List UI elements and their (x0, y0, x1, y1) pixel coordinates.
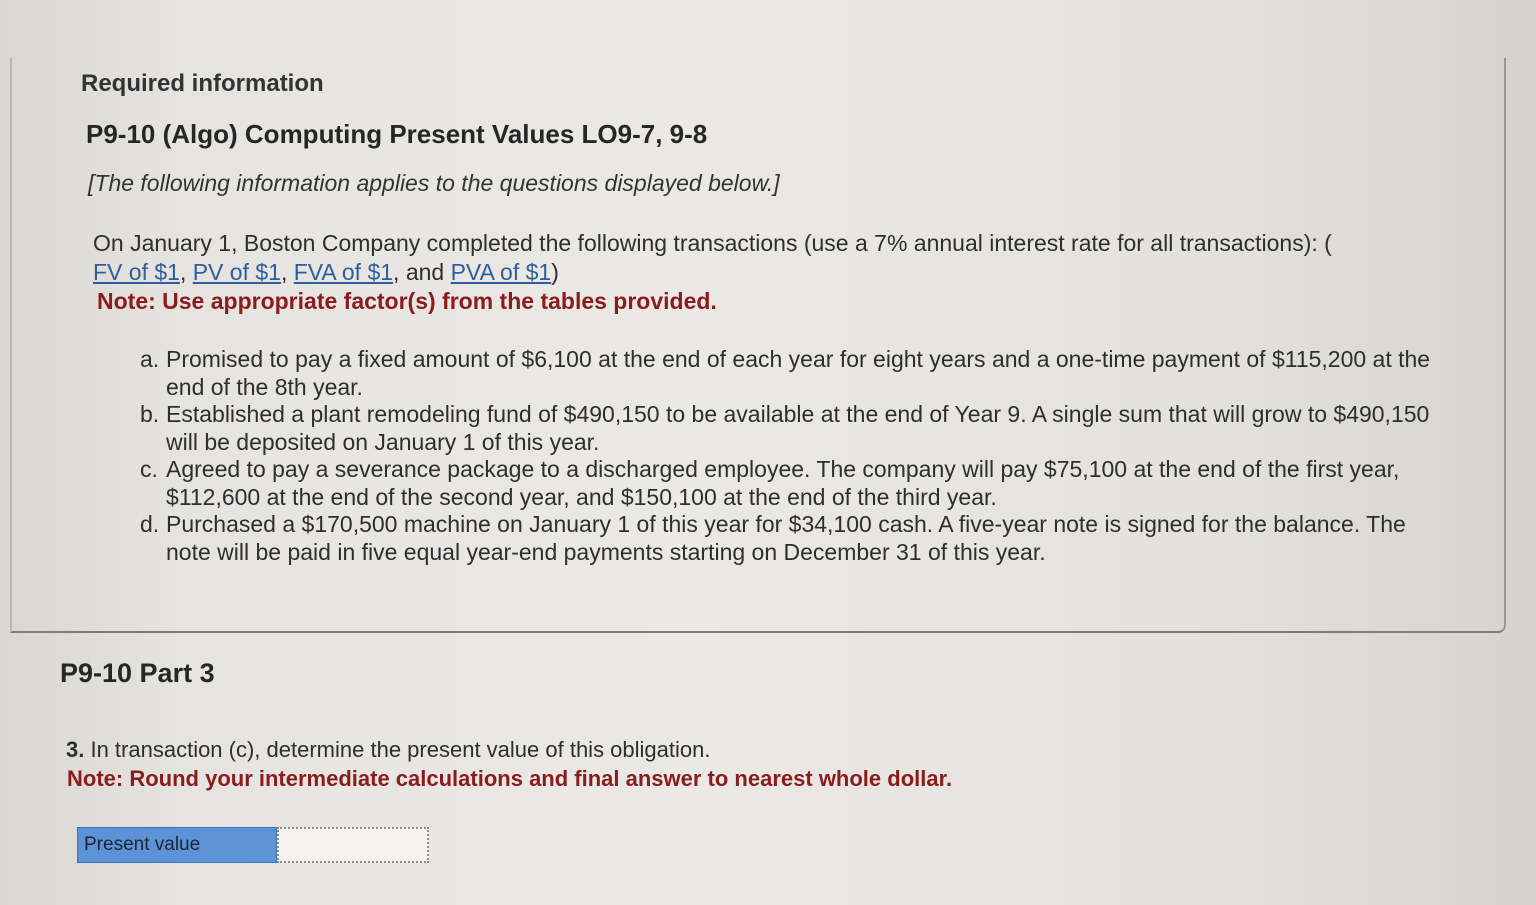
fv-link[interactable]: FV of $1 (93, 259, 180, 285)
question-number: 3. (66, 737, 85, 762)
separator: , and (393, 259, 451, 285)
item-label: c. (140, 456, 158, 482)
item-text: Established a plant remodeling fund of $490,150 to be available at the end of Year 9. A single sum that will grow to $490,150 will be deposited on January 1 of this year. (166, 401, 1430, 455)
problem-title: P9-10 (Algo) Computing Present Values LO9-7, 9-8 (86, 119, 708, 149)
transaction-list (140, 346, 1450, 566)
part-title: P9-10 Part 3 (60, 658, 215, 688)
rounding-note: Note: Round your intermediate calculations and final answer to nearest whole dollar. (67, 766, 953, 791)
item-text: Promised to pay a fixed amount of $6,100 at the end of each year for eight years and a one-time payment of $115,200 at the end of the 8th year. (166, 346, 1431, 400)
intro-text: On January 1, Boston Company completed the following transactions (use a 7% annual interest rate for all transactions): ( (93, 230, 1332, 256)
item-label: d. (140, 511, 160, 537)
intro-paragraph (93, 229, 1473, 287)
close-paren: ) (551, 259, 559, 285)
transaction-a (140, 346, 1450, 401)
present-value-label: Present value (77, 827, 277, 863)
pva-link[interactable]: PVA of $1 (450, 259, 552, 285)
applies-note: [The following information applies to the questions displayed below.] (88, 170, 780, 196)
item-text: Purchased a $170,500 machine on January 1 of this year for $34,100 cash. A five-year note is signed for the balance. The note will be paid in five equal year-end payments starting on December 31 of this year. (166, 511, 1406, 565)
item-label: b. (140, 401, 160, 427)
transaction-d (140, 511, 1450, 566)
question-text (66, 737, 710, 763)
fva-link[interactable]: FVA of $1 (293, 259, 394, 285)
answer-row (77, 827, 429, 863)
item-text: Agreed to pay a severance package to a discharged employee. The company will pay $75,100 at the end of the first year, $112,600 at the end of the second year, and $150,100 at the end of the third year. (166, 456, 1400, 510)
required-info-heading: Required information (81, 70, 324, 97)
separator: , (179, 259, 193, 285)
pv-link[interactable]: PV of $1 (192, 259, 281, 285)
transaction-c (140, 456, 1450, 511)
separator: , (280, 259, 294, 285)
item-label: a. (140, 346, 160, 372)
transaction-b (140, 401, 1450, 456)
present-value-input[interactable] (277, 827, 429, 863)
factor-note: Note: Use appropriate factor(s) from the tables provided. (97, 288, 717, 314)
question-body: In transaction (c), determine the present value of this obligation. (84, 737, 711, 762)
